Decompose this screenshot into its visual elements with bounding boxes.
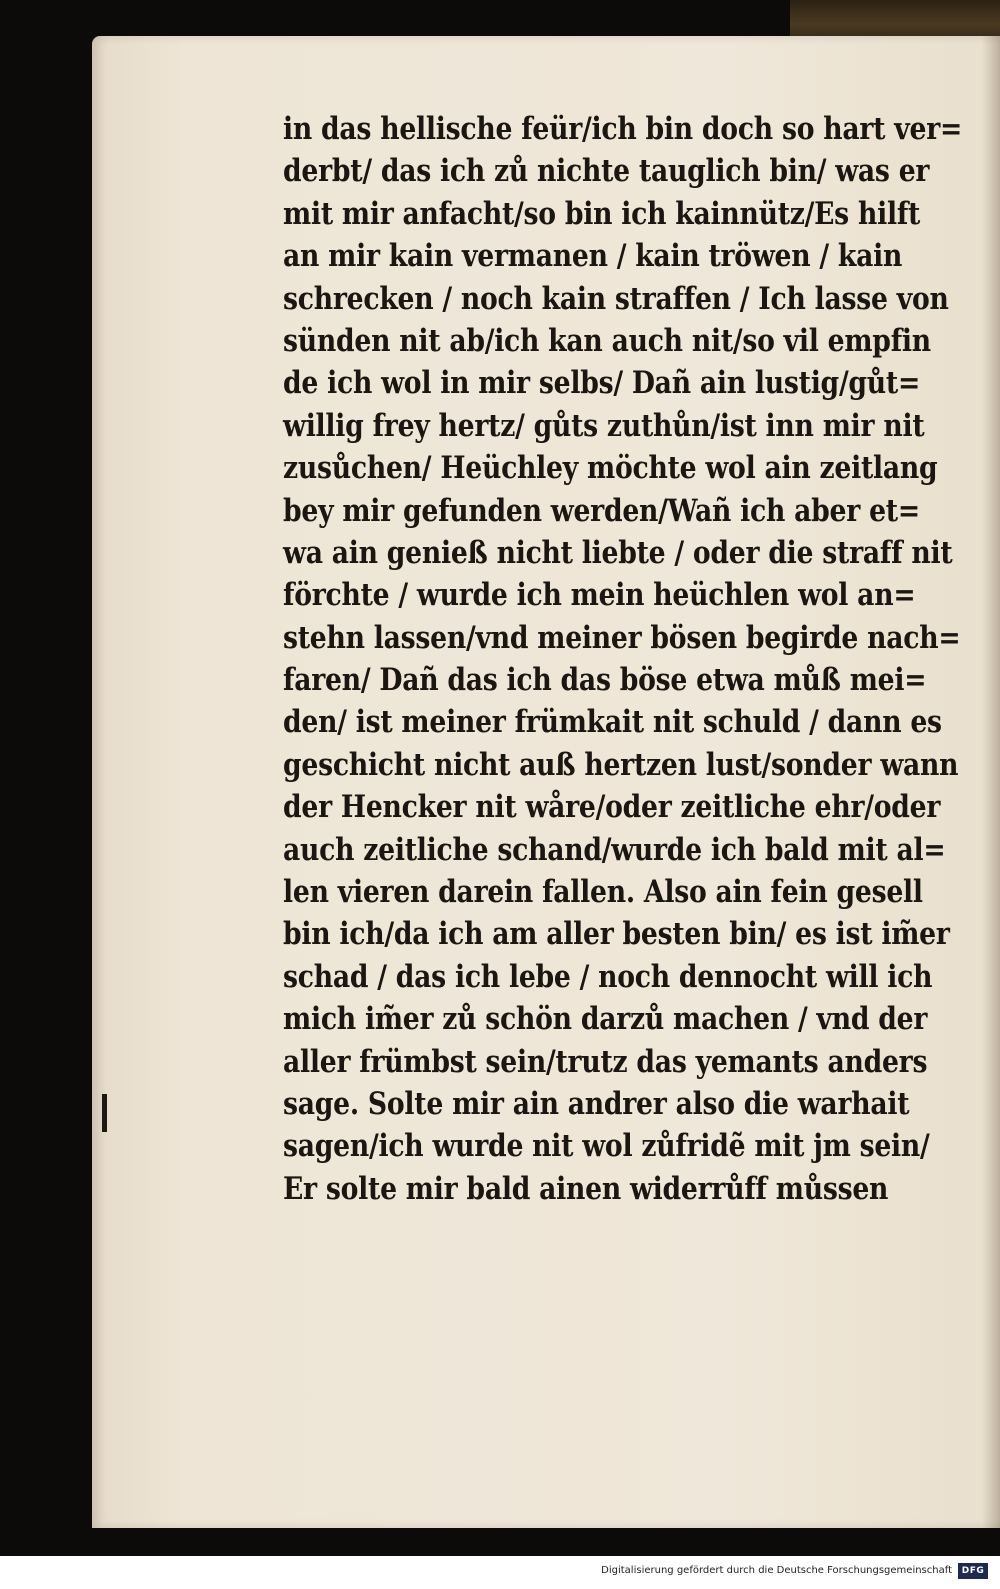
text-line: mit mir anfacht/so bin ich kainnütz/Es hilft: [283, 195, 921, 232]
text-line: in das hellische feür/ich bin doch so hart ver=: [283, 111, 963, 147]
text-line: bin ich/da ich am aller besten bin/ es ist im̃er: [283, 916, 950, 953]
text-line: zusůchen/ Heüchley möchte wol ain zeitlang: [283, 450, 938, 487]
text-line: mich im̃er zů schön darzů machen / vnd der: [283, 1001, 928, 1038]
text-line: wa ain genieß nicht liebte / oder die straff nit: [283, 534, 953, 571]
text-line: derbt/ das ich zů nichte tauglich bin/ was er: [283, 153, 930, 190]
text-line: den/ ist meiner frümkait nit schuld / dann es: [283, 704, 942, 741]
text-line: de ich wol in mir selbs/ Dañ ain lustig/gůt=: [283, 365, 921, 402]
text-line: aller frümbst sein/trutz das yemants anders: [283, 1043, 928, 1080]
text-block: [283, 108, 1000, 1210]
footer-bar: [0, 1556, 1000, 1589]
dfg-credit: Digitalisierung gefördert durch die Deutsche Forschungsgemeinschaft: [601, 1565, 952, 1576]
text-line: förchte / wurde ich mein heüchlen wol an=: [283, 577, 916, 614]
margin-mark: [102, 1094, 107, 1132]
dfg-logo: DFG: [958, 1563, 988, 1579]
text-line: an mir kain vermanen / kain tröwen / kain: [283, 238, 903, 275]
text-line: geschicht nicht auß hertzen lust/sonder wann: [283, 746, 959, 783]
text-line: sagen/ich wurde nit wol zůfridẽ mit jm sein/: [283, 1128, 930, 1165]
text-line: len vieren darein fallen. Also ain fein gesell: [283, 874, 923, 911]
text-line: bey mir gefunden werden/Wañ ich aber et=: [283, 492, 920, 529]
text-line: sünden nit ab/ich kan auch nit/so vil empfin: [283, 322, 931, 359]
text-line: der Hencker nit wåre/oder zeitliche ehr/oder: [283, 789, 941, 826]
text-line: schad / das ich lebe / noch dennocht will ich: [283, 958, 933, 995]
text-line: schrecken / noch kain straffen / Ich lasse von: [283, 280, 949, 317]
text-line: Er solte mir bald ainen widerrůff můssen: [283, 1170, 889, 1207]
text-line: auch zeitliche schand/wurde ich bald mit al=: [283, 831, 946, 868]
text-line: willig frey hertz/ gůts zuthůn/ist inn mir nit: [283, 407, 925, 444]
text-line: faren/ Dañ das ich das böse etwa můß mei=: [283, 662, 927, 699]
text-line: sage. Solte mir ain andrer also die warhait: [283, 1085, 910, 1122]
text-line: stehn lassen/vnd meiner bösen begirde nach=: [283, 619, 961, 656]
